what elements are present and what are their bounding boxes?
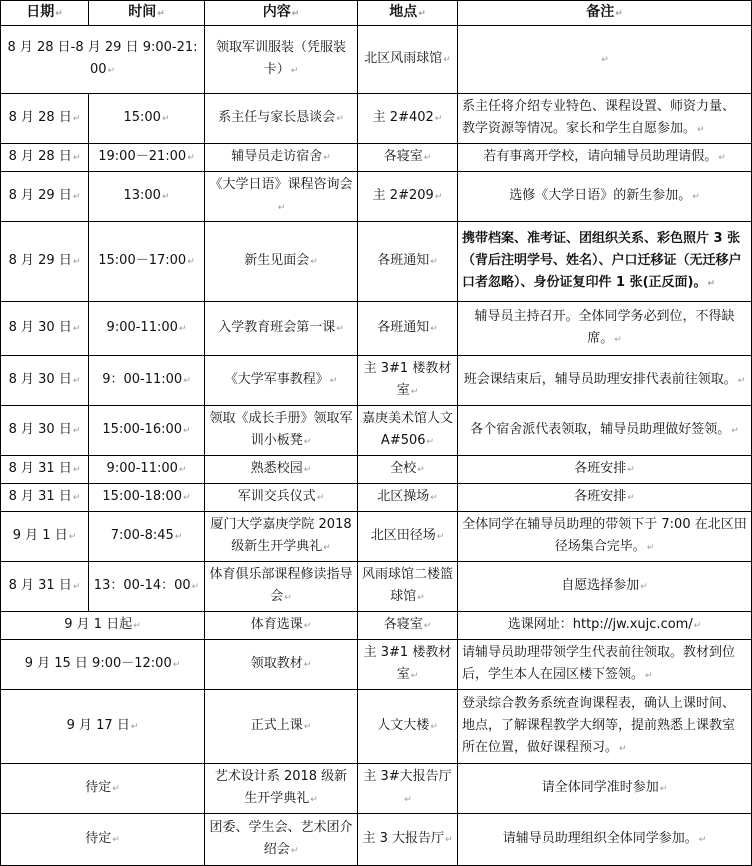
table-row: [1, 690, 752, 764]
table-row: [1, 222, 752, 302]
time-cell: 15:00 ↵: [89, 94, 205, 144]
place-cell: 嘉庚美术馆人文 A#506 ↵: [358, 406, 458, 456]
content-cell: 《大学军事教程》 ↵: [205, 356, 358, 406]
place-cell: 主 3#大报告厅 ↵: [358, 764, 458, 814]
note-cell: 选课网址：http://jw.xujc.com/ ↵: [458, 612, 752, 640]
time-cell: 7:00-8:45 ↵: [89, 512, 205, 562]
header-date: 日期 ↵: [1, 1, 89, 26]
date-cell: 8 月 31 日 ↵: [1, 484, 89, 512]
note-cell: 选修《大学日语》的新生参加。 ↵: [458, 172, 752, 222]
table-row: [1, 172, 752, 222]
header-place: 地点 ↵: [358, 1, 458, 26]
place-cell: 各班通知 ↵: [358, 222, 458, 302]
time-cell: 19:00－21:00 ↵: [89, 144, 205, 172]
date-cell: 8 月 30 日 ↵: [1, 356, 89, 406]
place-cell: 各寝室 ↵: [358, 612, 458, 640]
note-cell: 自愿选择参加 ↵: [458, 562, 752, 612]
header-note: 备注 ↵: [458, 1, 752, 26]
place-cell: 主 3 大报告厅 ↵: [358, 814, 458, 866]
table-row: [1, 562, 752, 612]
table-row: [1, 356, 752, 406]
date-cell: 9 月 1 日 ↵: [1, 512, 89, 562]
place-cell: 北区操场 ↵: [358, 484, 458, 512]
content-cell: 辅导员走访宿舍 ↵: [205, 144, 358, 172]
header-row: [1, 1, 752, 26]
time-cell: 13:00 ↵: [89, 172, 205, 222]
note-cell: 全体同学在辅导员助理的带领下于 7:00 在北区田径场集合完毕。 ↵: [458, 512, 752, 562]
place-cell: 北区风雨球馆 ↵: [358, 26, 458, 94]
note-cell: 各班安排 ↵: [458, 456, 752, 484]
place-cell: 主 2#209 ↵: [358, 172, 458, 222]
content-cell: 领取教材 ↵: [205, 640, 358, 690]
table-row: [1, 484, 752, 512]
date-cell: 8 月 31 日 ↵: [1, 562, 89, 612]
content-cell: 系主任与家长恳谈会 ↵: [205, 94, 358, 144]
note-cell: 请辅导员助理组织全体同学参加。 ↵: [458, 814, 752, 866]
date-cell: 8 月 30 日 ↵: [1, 302, 89, 356]
date-cell: 8 月 29 日 ↵: [1, 172, 89, 222]
note-cell: 班会课结束后，辅导员助理安排代表前往领取。 ↵: [458, 356, 752, 406]
time-cell: 15:00-16:00 ↵: [89, 406, 205, 456]
content-cell: 新生见面会 ↵: [205, 222, 358, 302]
content-cell: 熟悉校园 ↵: [205, 456, 358, 484]
table-row: [1, 144, 752, 172]
place-cell: 各寝室 ↵: [358, 144, 458, 172]
table-row: [1, 814, 752, 866]
content-cell: 领取军训服装（凭服装卡） ↵: [205, 26, 358, 94]
note-cell: 携带档案、准考证、团组织关系、彩色照片 3 张（背后注明学号、姓名）、户口迁移证（无迁移户口者忽略）、身份证复印件 1 张(正反面)。 ↵: [458, 222, 752, 302]
date-time-cell: 8 月 28 日-8 月 29 日 9:00-21:00 ↵: [1, 26, 205, 94]
table-row: [1, 764, 752, 814]
note-cell: 各个宿舍派代表领取，辅导员助理做好签领。 ↵: [458, 406, 752, 456]
place-cell: 风雨球馆二楼篮球馆 ↵: [358, 562, 458, 612]
date-time-cell: 9 月 1 日起 ↵: [1, 612, 205, 640]
note-cell: 辅导员主持召开。全体同学务必到位，不得缺席。 ↵: [458, 302, 752, 356]
place-cell: 主 3#1 楼教材室 ↵: [358, 356, 458, 406]
date-cell: 8 月 29 日 ↵: [1, 222, 89, 302]
place-cell: 主 2#402 ↵: [358, 94, 458, 144]
time-cell: 9：00-11:00 ↵: [89, 356, 205, 406]
table-row: [1, 94, 752, 144]
time-cell: 9:00-11:00 ↵: [89, 302, 205, 356]
date-cell: 8 月 28 日 ↵: [1, 94, 89, 144]
content-cell: 《大学日语》课程咨询会 ↵: [205, 172, 358, 222]
note-cell: 登录综合教务系统查询课程表，确认上课时间、地点，了解课程教学大纲等，提前熟悉上课教室所在位置，做好课程预习。 ↵: [458, 690, 752, 764]
header-content: 内容 ↵: [205, 1, 358, 26]
content-cell: 体育选课 ↵: [205, 612, 358, 640]
table-row: [1, 512, 752, 562]
content-cell: 艺术设计系 2018 级新生开学典礼 ↵: [205, 764, 358, 814]
table-row: [1, 456, 752, 484]
time-cell: 13：00-14：00 ↵: [89, 562, 205, 612]
time-cell: 9:00-11:00 ↵: [89, 456, 205, 484]
note-cell: 请全体同学准时参加 ↵: [458, 764, 752, 814]
note-cell: 系主任将介绍专业特色、课程设置、师资力量、教学资源等情况。家长和学生自愿参加。 ↵: [458, 94, 752, 144]
table-row: [1, 640, 752, 690]
date-cell: 8 月 31 日 ↵: [1, 456, 89, 484]
date-time-cell: 待定 ↵: [1, 814, 205, 866]
content-cell: 领取《成长手册》领取军训小板凳 ↵: [205, 406, 358, 456]
place-cell: 全校 ↵: [358, 456, 458, 484]
date-cell: 8 月 28 日 ↵: [1, 144, 89, 172]
time-cell: 15:00－17:00 ↵: [89, 222, 205, 302]
content-cell: 团委、学生会、艺术团介绍会 ↵: [205, 814, 358, 866]
table-row: [1, 302, 752, 356]
note-cell: 若有事离开学校，请向辅导员助理请假。 ↵: [458, 144, 752, 172]
place-cell: 主 3#1 楼教材室 ↵: [358, 640, 458, 690]
date-time-cell: 待定 ↵: [1, 764, 205, 814]
note-cell: [458, 26, 752, 94]
content-cell: 厦门大学嘉庚学院 2018 级新生开学典礼 ↵: [205, 512, 358, 562]
table-row: [1, 406, 752, 456]
date-cell: 8 月 30 日 ↵: [1, 406, 89, 456]
place-cell: 人文大楼 ↵: [358, 690, 458, 764]
place-cell: 北区田径场 ↵: [358, 512, 458, 562]
content-cell: 正式上课 ↵: [205, 690, 358, 764]
note-cell: 请辅导员助理带领学生代表前往领取。教材到位后，学生本人在园区楼下签领。 ↵: [458, 640, 752, 690]
date-time-cell: 9 月 15 日 9:00－12:00 ↵: [1, 640, 205, 690]
table-row: [1, 26, 752, 94]
content-cell: 军训交兵仪式 ↵: [205, 484, 358, 512]
place-cell: 各班通知 ↵: [358, 302, 458, 356]
note-cell: 各班安排 ↵: [458, 484, 752, 512]
header-time: 时间 ↵: [89, 1, 205, 26]
content-cell: 体育俱乐部课程修读指导会 ↵: [205, 562, 358, 612]
date-time-cell: 9 月 17 日 ↵: [1, 690, 205, 764]
time-cell: 15:00-18:00 ↵: [89, 484, 205, 512]
content-cell: 入学教育班会第一课 ↵: [205, 302, 358, 356]
table-row: [1, 612, 752, 640]
